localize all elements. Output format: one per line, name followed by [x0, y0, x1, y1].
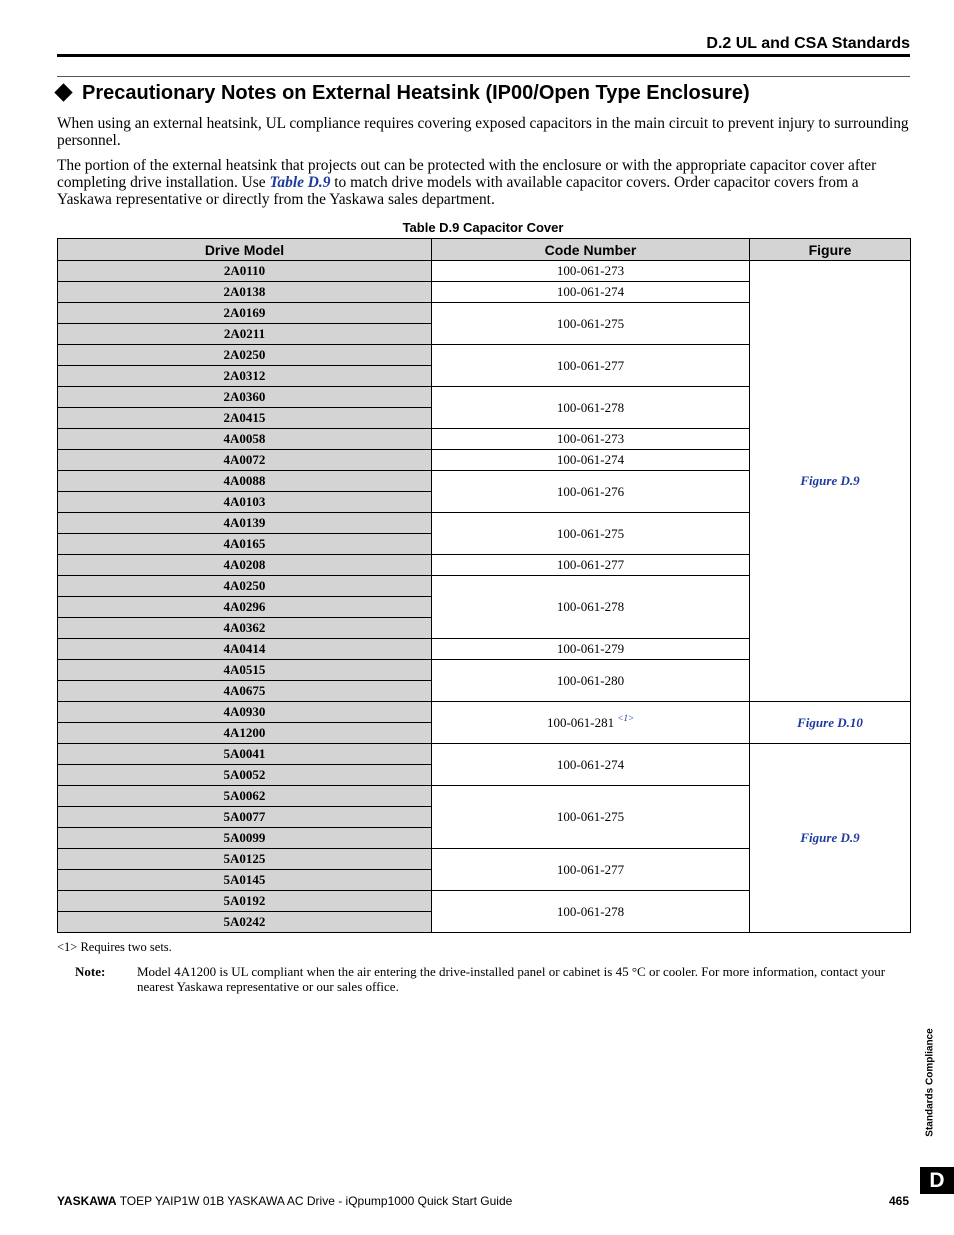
- note-text: Model 4A1200 is UL compliant when the air entering the drive-installed panel or cabinet is 45 °C or cooler. For more information, contact your nearest Yaskawa representative or our sales office.: [137, 964, 886, 994]
- code-number-cell: [432, 429, 750, 450]
- drive-model-cell: 5A0077: [58, 807, 432, 828]
- code-number-cell: [432, 471, 750, 513]
- drive-model-cell: 5A0052: [58, 765, 432, 786]
- drive-model-cell: 5A0192: [58, 891, 432, 912]
- code-number-text: 100-061-277: [556, 557, 625, 572]
- table-d9-link[interactable]: Table D.9: [269, 174, 331, 191]
- drive-model-cell: 4A0362: [58, 618, 432, 639]
- code-number-text: 100-061-278: [556, 903, 625, 919]
- diamond-bullet-icon: [54, 84, 72, 102]
- column-header-drive-model: Drive Model: [58, 239, 432, 261]
- code-number-cell: [432, 744, 750, 786]
- drive-model-cell: 5A0145: [58, 870, 432, 891]
- paragraph-instructions: [57, 157, 912, 208]
- code-number-text: 100-061-274: [556, 452, 625, 467]
- drive-model-cell: 4A0930: [58, 702, 432, 723]
- drive-model-cell: 4A0414: [58, 639, 432, 660]
- code-number-cell: [432, 555, 750, 576]
- code-number-text: 100-061-277: [556, 357, 625, 373]
- code-number-text: 100-061-275: [556, 525, 625, 541]
- page-number: 465: [888, 1194, 909, 1208]
- drive-model-cell: 2A0415: [58, 408, 432, 429]
- code-number-text: 100-061-280: [556, 672, 625, 688]
- drive-model-cell: 5A0099: [58, 828, 432, 849]
- table-row: [58, 744, 911, 765]
- code-number-cell: [432, 282, 750, 303]
- table-caption: Table D.9 Capacitor Cover: [402, 220, 564, 235]
- code-number-cell: [432, 450, 750, 471]
- footer-brand: YASKAWA: [57, 1194, 117, 1208]
- code-number-text: 100-061-278: [556, 599, 625, 614]
- code-number-cell: [432, 786, 750, 849]
- code-number-cell: [432, 849, 750, 891]
- page-footer: [57, 1194, 909, 1208]
- drive-model-cell: 2A0312: [58, 366, 432, 387]
- table-footnote: <1> Requires two sets.: [57, 940, 172, 954]
- code-number-cell: [432, 576, 750, 639]
- drive-model-cell: 4A0088: [58, 471, 432, 492]
- drive-model-cell: 4A0072: [58, 450, 432, 471]
- drive-model-cell: 4A0208: [58, 555, 432, 576]
- drive-model-cell: 5A0041: [58, 744, 432, 765]
- figure-link[interactable]: Figure D.10: [750, 702, 911, 744]
- figure-link[interactable]: Figure D.9: [750, 261, 911, 702]
- section-heading-text: Precautionary Notes on External Heatsink (IP00/Open Type Enclosure): [82, 82, 750, 104]
- paragraph-text-after-link: to match drive models with available capacitor covers. Order capacitor covers from a Yaskawa representative or directly from the Yaskawa sales department.: [57, 174, 859, 208]
- table-header-row: [58, 239, 911, 261]
- figure-link[interactable]: Figure D.9: [750, 744, 911, 933]
- capacitor-cover-table: [57, 238, 911, 933]
- code-number-cell: [432, 387, 750, 429]
- drive-model-cell: 4A0250: [58, 576, 432, 597]
- drive-model-cell: 4A0058: [58, 429, 432, 450]
- paragraph-intro: When using an external heatsink, UL compliance requires covering exposed capacitors in the main circuit to prevent injury to surrounding personnel.: [57, 115, 909, 149]
- drive-model-cell: 4A0103: [58, 492, 432, 513]
- code-number-text: 100-061-276: [556, 483, 625, 499]
- drive-model-cell: 2A0110: [58, 261, 432, 282]
- code-number-cell: [432, 639, 750, 660]
- section-heading: [55, 82, 915, 106]
- note-label: Note:: [75, 964, 106, 979]
- drive-model-cell: 4A0515: [58, 660, 432, 681]
- header-rule-thick: [57, 54, 910, 57]
- code-number-text: 100-061-273: [556, 263, 625, 278]
- code-number-text: 100-061-275: [556, 809, 625, 824]
- drive-model-cell: 4A1200: [58, 723, 432, 744]
- drive-model-cell: 5A0125: [58, 849, 432, 870]
- drive-model-cell: 4A0139: [58, 513, 432, 534]
- drive-model-cell: 2A0211: [58, 324, 432, 345]
- appendix-tab-d: D: [920, 1167, 954, 1194]
- code-number-text: 100-061-275: [556, 315, 625, 331]
- paragraph-text-before-link: The portion of the external heatsink that projects out can be protected with the enclosure or with the appropriate capacitor cover after completing drive installation. Use: [57, 157, 877, 191]
- footer-document-title: TOEP YAIP1W 01B YASKAWA AC Drive - iQpump1000 Quick Start Guide: [116, 1194, 513, 1208]
- column-header-figure: Figure: [750, 239, 911, 261]
- code-number-text: 100-061-277: [556, 861, 625, 877]
- code-number-text: 100-061-279: [556, 641, 625, 656]
- code-number-cell: [432, 660, 750, 702]
- side-tab-label-text: Standards Compliance: [924, 1028, 936, 1137]
- code-number-cell: [432, 303, 750, 345]
- drive-model-cell: 2A0250: [58, 345, 432, 366]
- header-rule-thin: [57, 76, 910, 77]
- code-number-text: 100-061-274: [556, 756, 625, 772]
- drive-model-cell: 2A0360: [58, 387, 432, 408]
- drive-model-cell: 5A0242: [58, 912, 432, 933]
- column-header-code-number: Code Number: [432, 239, 750, 261]
- code-number-cell: [432, 891, 750, 933]
- code-number-text: 100-061-274: [556, 284, 625, 299]
- table-row: [58, 702, 911, 723]
- drive-model-cell: 5A0062: [58, 786, 432, 807]
- table-row: [58, 261, 911, 282]
- side-tab-label: [923, 1020, 937, 1148]
- code-number-cell: [432, 702, 750, 744]
- code-number-cell: [432, 513, 750, 555]
- code-number-text: 100-061-281: [546, 714, 615, 730]
- code-number-cell: [432, 261, 750, 282]
- drive-model-cell: 4A0296: [58, 597, 432, 618]
- code-number-text: 100-061-273: [556, 431, 625, 446]
- code-number-text: 100-061-278: [556, 399, 625, 415]
- drive-model-cell: 2A0169: [58, 303, 432, 324]
- code-number-cell: [432, 345, 750, 387]
- drive-model-cell: 4A0165: [58, 534, 432, 555]
- drive-model-cell: 4A0675: [58, 681, 432, 702]
- drive-model-cell: 2A0138: [58, 282, 432, 303]
- footnote-ref-link[interactable]: <1>: [617, 712, 635, 723]
- section-header: D.2 UL and CSA Standards: [706, 35, 910, 52]
